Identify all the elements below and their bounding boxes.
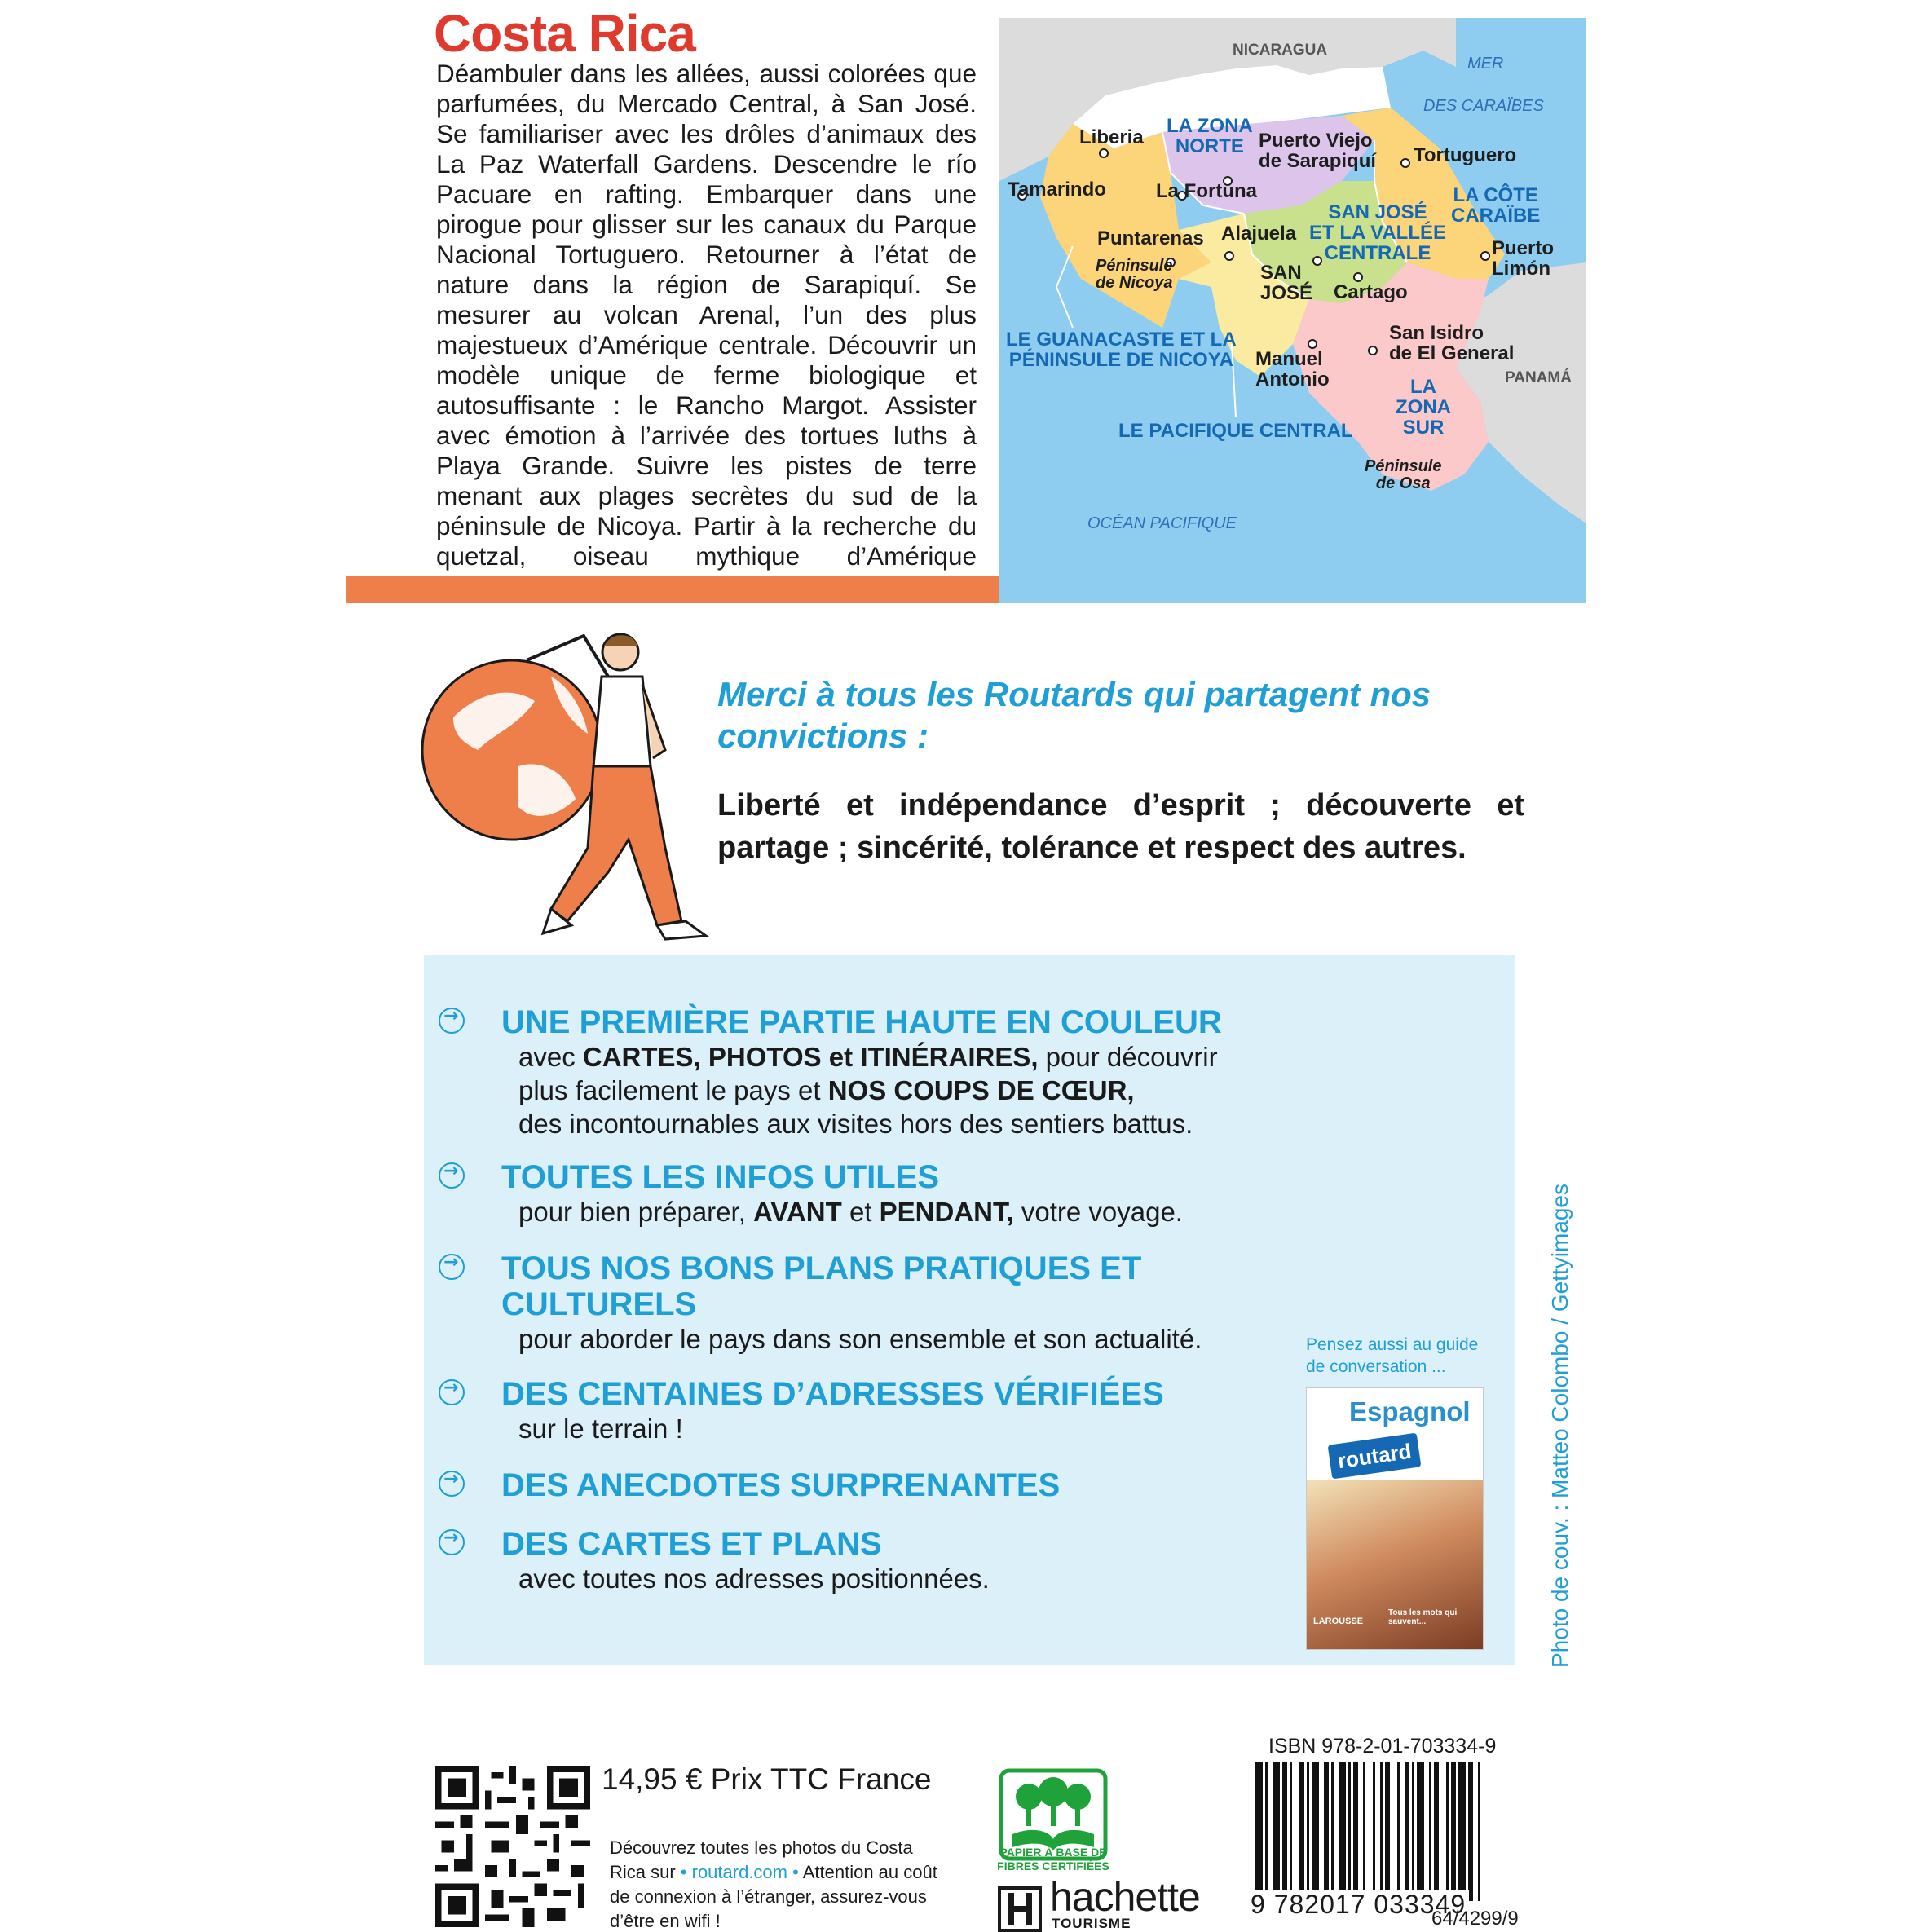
- arrow-circle-icon: [439, 1008, 465, 1034]
- map-city-tortuguero: Tortuguero: [1414, 144, 1517, 166]
- phrasebook-cover: [1306, 1387, 1484, 1650]
- feature-line: avec toutes nos adresses positionnées.: [518, 1564, 990, 1594]
- paper-caption: PAPIER À BASE DE FIBRES CERTIFIÉES: [997, 1846, 1109, 1872]
- map-region-zona-norte: LA ZONA NORTE: [1167, 115, 1253, 158]
- feature-body: [518, 1562, 990, 1595]
- orange-divider: [346, 576, 999, 603]
- feature-line: avec CARTES, PHOTOS et ITINÉRAIRES, pour découvrir: [518, 1042, 1218, 1072]
- feature-line: pour bien préparer, AVANT et PENDANT, votre voyage.: [518, 1197, 1183, 1227]
- map-city-puerto-viejo: Puerto Viejo de Sarapiquí: [1259, 130, 1377, 173]
- feature-heading: TOUTES LES INFOS UTILES: [501, 1159, 940, 1195]
- map-city-la-fortuna: La Fortuna: [1156, 180, 1257, 202]
- arrow-circle-icon: [439, 1529, 465, 1555]
- map-label-pacifique: OCÉAN PACIFIQUE: [1087, 514, 1237, 532]
- phrasebook-title: Espagnol: [1349, 1396, 1471, 1427]
- map-peninsula-osa: Péninsule de Osa: [1365, 457, 1442, 492]
- qr-code: [435, 1766, 590, 1927]
- arrow-circle-icon: [439, 1162, 465, 1189]
- routard-logo: routard: [1328, 1433, 1422, 1480]
- map-region-pacifique-central: LE PACIFIQUE CENTRAL: [1118, 420, 1353, 442]
- map-city-alajuela: Alajuela: [1221, 223, 1297, 245]
- map-city-manuel-antonio: Manuel Antonio: [1255, 348, 1330, 391]
- price-label: 14,95 € Prix TTC France: [602, 1762, 932, 1796]
- map-city-puntarenas: Puntarenas: [1097, 227, 1204, 249]
- map-label-nicaragua: NICARAGUA: [1233, 42, 1328, 59]
- intro-paragraph: Déambuler dans les allées, aussi colorées que parfumées, du Mercado Central, à San José. Se familiariser avec les drôles d’animaux des La Paz Waterfall Gardens. Descendre le río Pacuare en rafting. Embarquer dans une pirogue pour glisser sur les canaux du Parque Nacional Tortuguero. Retourner à l’état de nature dans la région de Sarapiquí. Se mesurer au volcan Arenal, l’un des plus majestueux d’Amérique centrale. Découvrir un modèle unique de ferme biologique et autosuffisante : le Rancho Margot. Assister avec émotion à l’arrivée des tortues luths à Playa Grande. Suivre les pistes de terre menant aux plages secrètes du sud de la péninsule de Nicoya. Partir à la recherche du quetzal, oiseau mythique d’Amérique: [436, 59, 977, 571]
- feature-body: [518, 1412, 683, 1445]
- hachette-logo-mark: [998, 1886, 1042, 1932]
- arrow-circle-icon: [439, 1254, 465, 1280]
- arrow-circle-icon: [439, 1471, 465, 1497]
- phrasebook-tagline: Tous les mots qui sauvent...: [1388, 1608, 1458, 1626]
- feature-line: sur le terrain !: [518, 1414, 683, 1444]
- photo-credit: Photo de couv. : Matteo Colombo / Gettyimages: [1547, 1183, 1573, 1668]
- map-city-puerto-limon: Puerto Limón: [1492, 237, 1555, 280]
- book-title: Costa Rica: [434, 4, 695, 63]
- feature-line: plus facilement le pays et NOS COUPS DE CŒUR,: [518, 1075, 1135, 1105]
- feature-heading: DES CENTAINES D’ADRESSES VÉRIFIÉES: [501, 1376, 1164, 1412]
- map-peninsula-nicoya: Péninsule de Nicoya: [1096, 257, 1173, 292]
- map-city-san-jose: SAN JOSÉ: [1260, 262, 1313, 305]
- map-city-san-isidro: San Isidro de El General: [1389, 322, 1515, 365]
- merci-heading: Merci à tous les Routards qui partagent nos convictions :: [717, 675, 1431, 755]
- feature-line: pour aborder le pays dans son ensemble et son actualité.: [518, 1324, 1202, 1354]
- routard-traveler-illustration: [421, 628, 714, 954]
- tourisme-label: TOURISME: [1052, 1916, 1131, 1931]
- barcode-number: 9 782017 033349: [1247, 1890, 1469, 1920]
- feature-heading: DES ANECDOTES SURPRENANTES: [501, 1467, 1061, 1503]
- feature-heading: DES CARTES ET PLANS: [501, 1526, 882, 1562]
- feature-heading: UNE PREMIÈRE PARTIE HAUTE EN COULEUR: [501, 1004, 1222, 1040]
- hachette-wordmark: hachette: [1050, 1874, 1200, 1920]
- map-label-mer: MER: [1467, 55, 1504, 73]
- feature-line: des incontournables aux visites hors des sentiers battus.: [518, 1109, 1193, 1139]
- pensez-aussi-text: Pensez aussi au guide de conversation ...: [1306, 1335, 1479, 1376]
- feature-heading: TOUS NOS BONS PLANS PRATIQUES ET CULTURELS: [501, 1251, 1142, 1322]
- photos-note: Découvrez toutes les photos du Costa Rica sur • routard.com • Attention au coût de connexion à l’étranger, assurez-vous d’être en wifi !: [610, 1837, 937, 1931]
- feature-body: [518, 1040, 1218, 1140]
- map-region-zona-sur: LA ZONA SUR: [1396, 376, 1451, 439]
- map-region-guanacaste: LE GUANACASTE ET LA PÉNINSULE DE NICOYA: [1006, 329, 1237, 372]
- isbn-label: ISBN 978-2-01-703334-9: [1268, 1735, 1497, 1758]
- map-region-san-jose: SAN JOSÉ ET LA VALLÉE CENTRALE: [1309, 201, 1446, 265]
- costa-rica-map: [999, 18, 1586, 603]
- map-label-caraibes: DES CARAÏBES: [1423, 97, 1544, 115]
- feature-body: [518, 1195, 1183, 1228]
- convictions-text: Liberté et indépendance d’esprit ; découverte et partage ; sincérité, tolérance et respect des autres.: [717, 788, 1524, 865]
- map-city-tamarindo: Tamarindo: [1008, 179, 1106, 201]
- feature-body: [518, 1322, 1202, 1356]
- larousse-logo: LAROUSSE: [1313, 1617, 1364, 1626]
- map-label-panama: PANAMÁ: [1505, 369, 1572, 386]
- map-city-cartago: Cartago: [1334, 281, 1408, 303]
- map-region-cote-caraibe: LA CÔTE CARAÏBE: [1451, 184, 1541, 227]
- barcode: [1249, 1762, 1523, 1901]
- catalog-code: 64/4299/9: [1431, 1908, 1519, 1930]
- arrow-circle-icon: [439, 1379, 465, 1405]
- map-city-liberia: Liberia: [1079, 126, 1144, 148]
- routard-link[interactable]: • routard.com •: [680, 1862, 799, 1882]
